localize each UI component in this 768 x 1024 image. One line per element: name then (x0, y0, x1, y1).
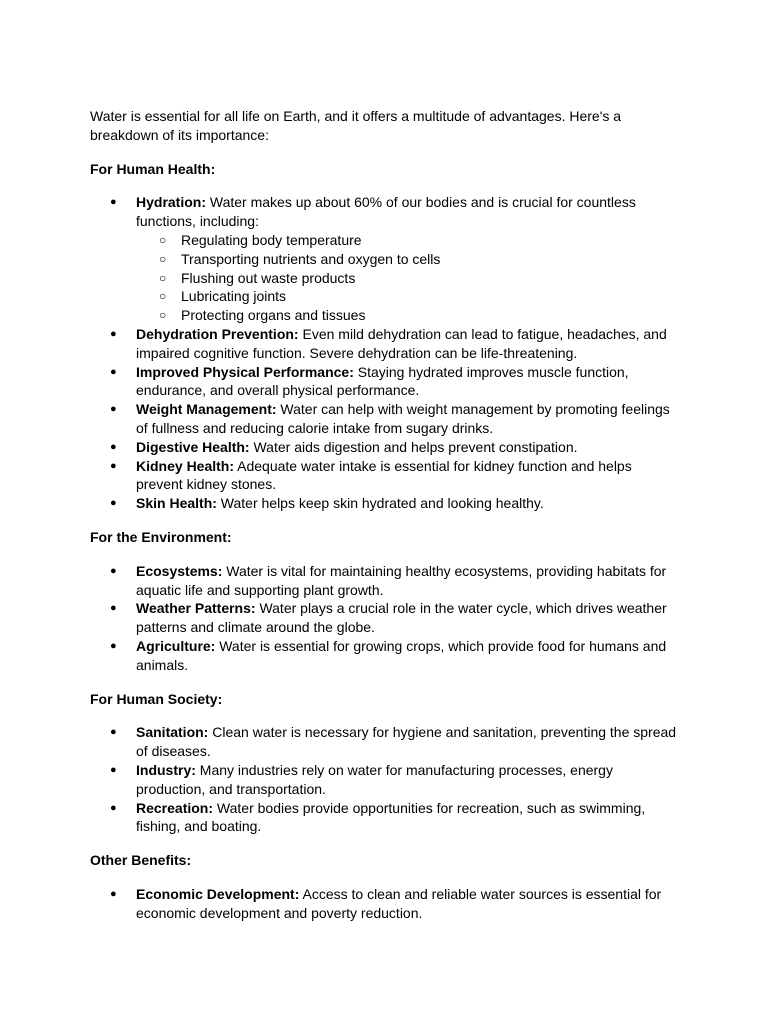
item-text: Even mild dehydration can lead to fatigue, headaches, and impaired cognitive function. Severe dehydration can be life-threatening. (136, 325, 667, 361)
item-text: Access to clean and reliable water sources is essential for economic development and poverty reduction. (136, 885, 662, 921)
item-label: Improved Physical Performance: (136, 363, 354, 380)
bullet-list (90, 562, 682, 675)
sub-list-item: ○ Lubricating joints (136, 287, 682, 306)
item-text: Clean water is necessary for hygiene and sanitation, preventing the spread of diseases. (136, 724, 677, 760)
section-other-benefits (90, 851, 682, 922)
item-label: Hydration: (136, 194, 206, 211)
list-item (90, 723, 682, 761)
item-label: Industry: (136, 761, 196, 778)
item-text: Water makes up about 60% of our bodies and is crucial for countless functions, including: (136, 194, 636, 230)
list-item (90, 400, 682, 438)
section-human-society (90, 690, 682, 837)
item-text: Water bodies provide opportunities for recreation, such as swimming, fishing, and boating. (136, 799, 646, 835)
item-text: Water can help with weight management by promoting feelings of fullness and reducing calorie intake from sugary drinks. (136, 401, 670, 436)
bullet-list (90, 885, 682, 923)
section-heading: Other Benefits: (90, 852, 192, 869)
item-label: Ecosystems: (136, 562, 223, 579)
bullet-list (90, 193, 682, 513)
list-item (90, 494, 682, 513)
item-label: Skin Health: (136, 495, 217, 512)
bullet-list (90, 723, 682, 836)
item-text: Adequate water intake is essential for kidney function and helps prevent kidney stones. (136, 457, 632, 493)
item-text: Water plays a crucial role in the water cycle, which drives weather patterns and climate around the globe. (136, 600, 667, 636)
document-body (90, 107, 682, 937)
item-text: Water helps keep skin hydrated and looking healthy. (216, 495, 544, 512)
section-heading: For Human Society: (90, 690, 223, 707)
list-item (90, 438, 682, 457)
intro-paragraph: Water is essential for all life on Earth, and it offers a multitude of advantages. Here's a breakdown of its importance: (90, 108, 622, 143)
sub-list-item: ○ Flushing out waste products (136, 269, 682, 288)
section-heading: For the Environment: (90, 528, 232, 545)
item-label: Kidney Health: (136, 457, 235, 474)
section-human-health (90, 160, 682, 513)
list-item (90, 637, 682, 675)
item-text: Water is vital for maintaining healthy ecosystems, providing habitats for aquatic life and supporting plant growth. (136, 562, 667, 598)
sub-list (136, 231, 682, 325)
list-item (90, 599, 682, 637)
list-item (90, 562, 682, 600)
sub-list-item: ○ Transporting nutrients and oxygen to cells (136, 250, 682, 269)
item-text: Staying hydrated improves muscle function, endurance, and overall physical performance. (136, 363, 629, 399)
item-label: Weather Patterns: (136, 600, 256, 617)
item-text: Water aids digestion and helps prevent constipation. (249, 438, 578, 455)
item-label: Weight Management: (136, 401, 277, 418)
section-heading: For Human Health: (90, 160, 216, 177)
item-label: Sanitation: (136, 724, 209, 741)
item-label: Digestive Health: (136, 438, 250, 455)
list-item (90, 363, 682, 401)
item-text: Water is essential for growing crops, which provide food for humans and animals. (136, 637, 667, 673)
item-label: Agriculture: (136, 637, 216, 654)
item-label: Economic Development: (136, 885, 300, 902)
list-item (90, 457, 682, 495)
item-label: Recreation: (136, 799, 214, 816)
section-environment (90, 528, 682, 675)
sub-list-item: ○ Protecting organs and tissues (136, 306, 682, 325)
sub-list-item: ○ Regulating body temperature (136, 231, 682, 250)
list-item (90, 761, 682, 799)
item-text: Many industries rely on water for manufacturing processes, energy production, and transportation. (136, 761, 613, 797)
list-item (90, 325, 682, 363)
list-item (90, 193, 682, 325)
list-item (90, 799, 682, 837)
item-label: Dehydration Prevention: (136, 325, 299, 342)
list-item (90, 885, 682, 923)
